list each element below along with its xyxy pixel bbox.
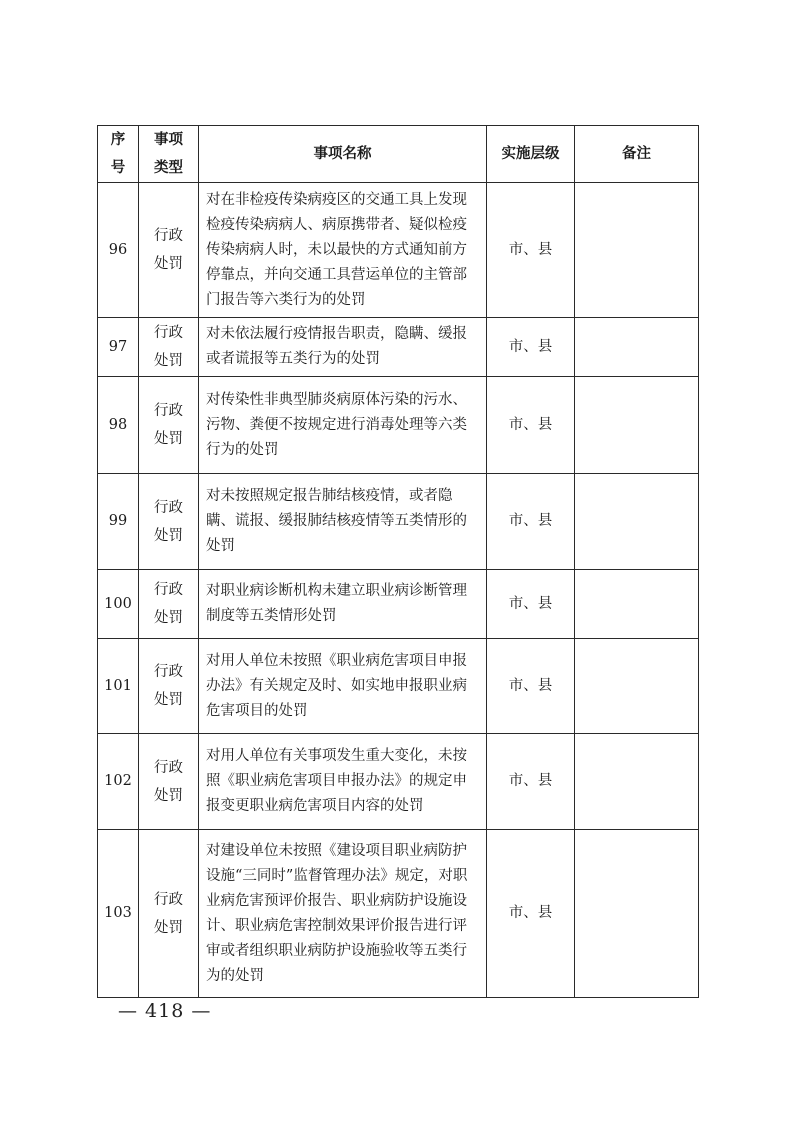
row-note — [575, 639, 699, 734]
row-level: 市、县 — [487, 474, 575, 570]
table-row — [98, 474, 699, 570]
row-num: 102 — [98, 734, 139, 830]
header-type: 事项类型 — [139, 126, 199, 183]
row-note — [575, 318, 699, 377]
row-level: 市、县 — [487, 183, 575, 318]
row-note — [575, 570, 699, 639]
row-name: 对职业病诊断机构未建立职业病诊断管理制度等五类情形处罚 — [199, 570, 487, 639]
table-row — [98, 570, 699, 639]
table-row — [98, 830, 699, 998]
row-num: 97 — [98, 318, 139, 377]
row-name: 对用人单位有关事项发生重大变化，未按照《职业病危害项目申报办法》的规定申报变更职业病危害项目内容的处罚 — [199, 734, 487, 830]
header-note: 备注 — [575, 126, 699, 183]
header-name: 事项名称 — [199, 126, 487, 183]
table-row — [98, 318, 699, 377]
page-number: — 418 — — [118, 1000, 212, 1022]
row-note — [575, 183, 699, 318]
table-row — [98, 377, 699, 474]
row-num: 101 — [98, 639, 139, 734]
row-level: 市、县 — [487, 639, 575, 734]
table-row — [98, 183, 699, 318]
row-note — [575, 734, 699, 830]
row-num: 96 — [98, 183, 139, 318]
row-name: 对建设单位未按照《建设项目职业病防护设施“三同时”监督管理办法》规定，对职业病危害预评价报告、职业病防护设施设计、职业病危害控制效果评价报告进行评审或者组织职业病防护设施验收等五类行为的处罚 — [199, 830, 487, 998]
items-table — [97, 125, 699, 998]
row-level: 市、县 — [487, 318, 575, 377]
row-note — [575, 377, 699, 474]
row-num: 98 — [98, 377, 139, 474]
row-name: 对用人单位未按照《职业病危害项目申报办法》有关规定及时、如实地申报职业病危害项目的处罚 — [199, 639, 487, 734]
row-num: 99 — [98, 474, 139, 570]
row-name: 对在非检疫传染病疫区的交通工具上发现检疫传染病病人、病原携带者、疑似检疫传染病病人时，未以最快的方式通知前方停靠点，并向交通工具营运单位的主管部门报告等六类行为的处罚 — [199, 183, 487, 318]
row-name: 对未依法履行疫情报告职责，隐瞒、缓报或者谎报等五类行为的处罚 — [199, 318, 487, 377]
row-type: 行政处罚 — [139, 639, 199, 734]
row-type: 行政处罚 — [139, 474, 199, 570]
row-type: 行政处罚 — [139, 318, 199, 377]
table-header-row — [98, 126, 699, 183]
row-note — [575, 830, 699, 998]
row-name: 对未按照规定报告肺结核疫情，或者隐瞒、谎报、缓报肺结核疫情等五类情形的处罚 — [199, 474, 487, 570]
row-note — [575, 474, 699, 570]
table-row — [98, 734, 699, 830]
row-type: 行政处罚 — [139, 570, 199, 639]
row-name: 对传染性非典型肺炎病原体污染的污水、污物、粪便不按规定进行消毒处理等六类行为的处罚 — [199, 377, 487, 474]
header-num: 序号 — [98, 126, 139, 183]
header-level: 实施层级 — [487, 126, 575, 183]
row-level: 市、县 — [487, 377, 575, 474]
row-level: 市、县 — [487, 734, 575, 830]
row-num: 100 — [98, 570, 139, 639]
row-type: 行政处罚 — [139, 830, 199, 998]
row-type: 行政处罚 — [139, 183, 199, 318]
row-type: 行政处罚 — [139, 377, 199, 474]
row-level: 市、县 — [487, 830, 575, 998]
row-type: 行政处罚 — [139, 734, 199, 830]
table-row — [98, 639, 699, 734]
row-level: 市、县 — [487, 570, 575, 639]
row-num: 103 — [98, 830, 139, 998]
